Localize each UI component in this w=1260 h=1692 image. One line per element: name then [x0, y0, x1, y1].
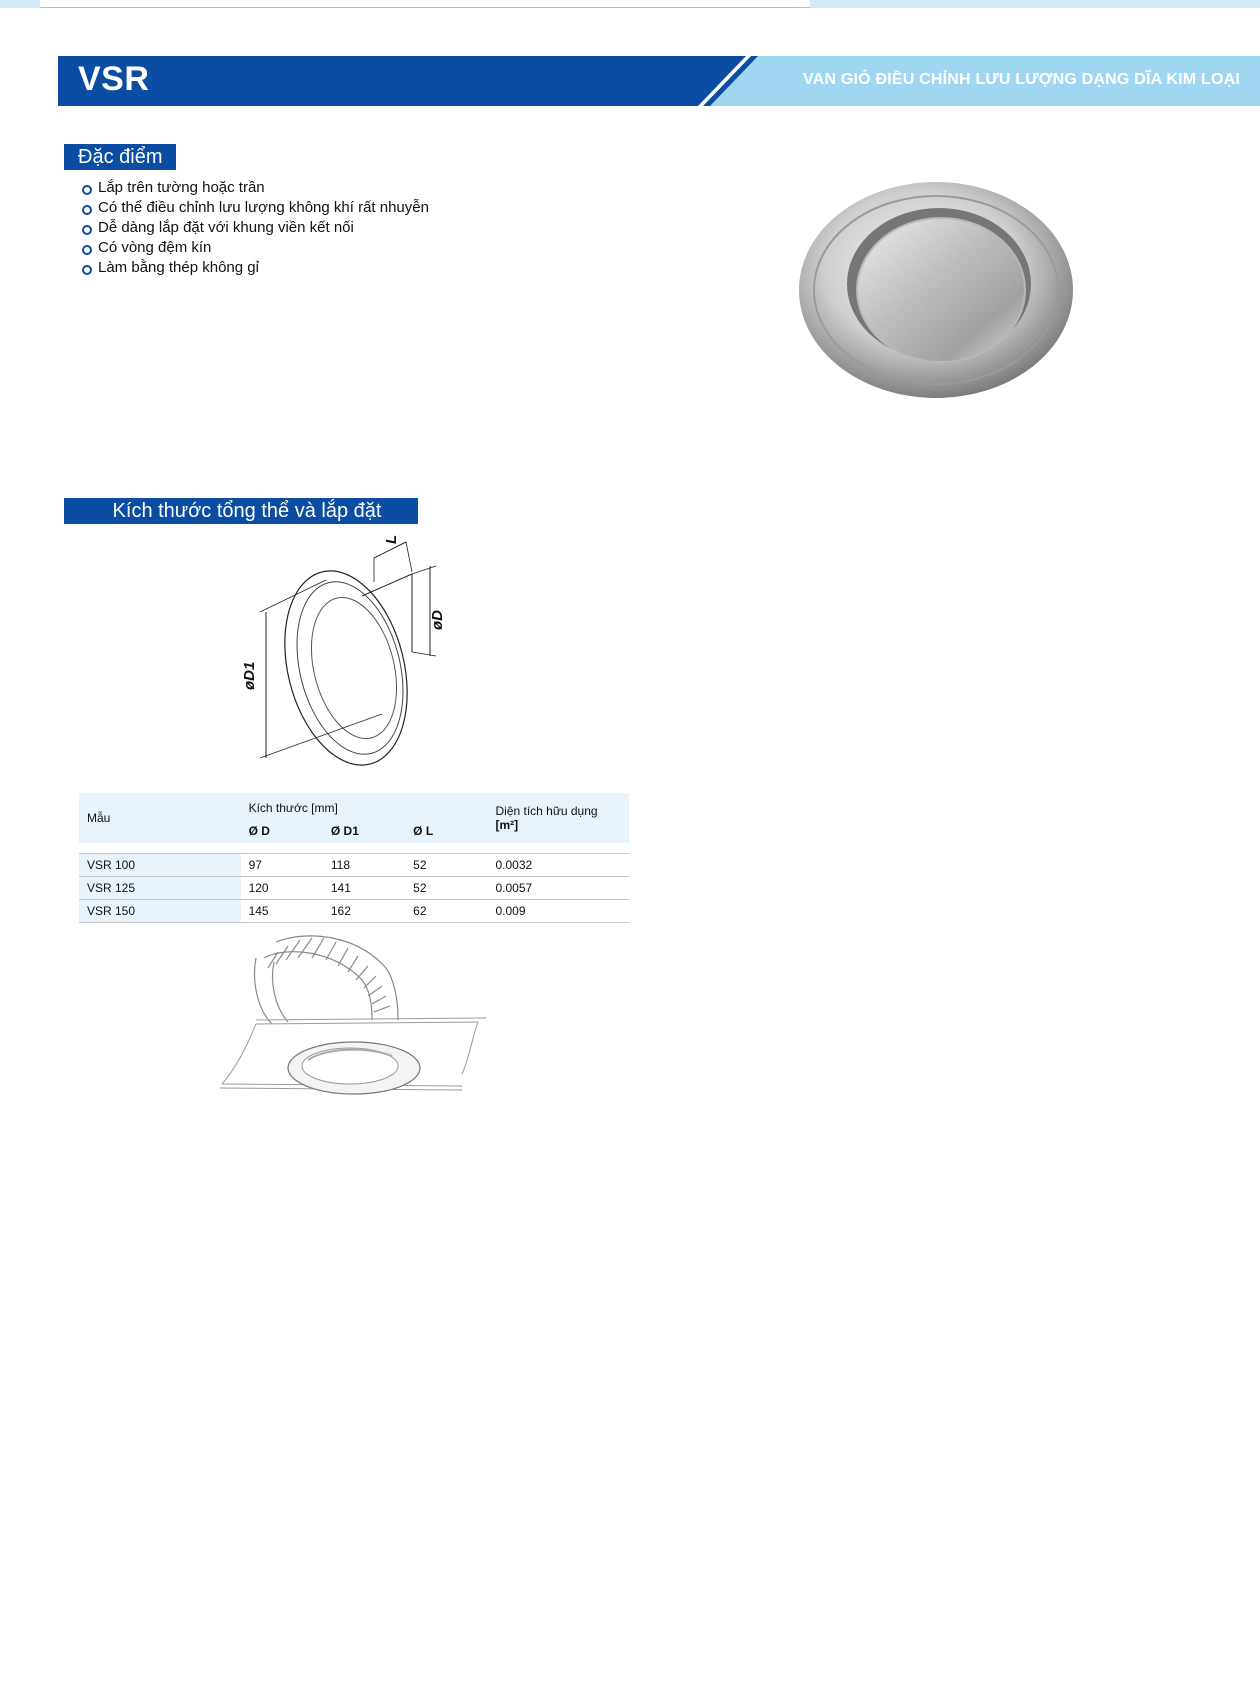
- table-row: [79, 900, 629, 923]
- feature-item: [80, 218, 429, 238]
- header-area-label: Diện tích hữu dụng: [495, 804, 598, 818]
- cell-d: 145: [241, 900, 323, 923]
- header-area-unit: [m²]: [495, 818, 519, 832]
- cell-d: 120: [241, 877, 323, 900]
- cell-d: 97: [241, 854, 323, 877]
- table-header-row: [79, 793, 629, 819]
- table-gap: [79, 843, 629, 854]
- spec-table: [79, 793, 629, 923]
- installation-sketch: [216, 928, 496, 1098]
- header-area: [487, 793, 629, 843]
- header-dimensions: Kích thước [mm]: [241, 793, 488, 819]
- bullet-icon: [82, 225, 92, 235]
- top-left-accent: [0, 0, 40, 8]
- cell-d1: 118: [323, 854, 405, 877]
- cell-d1: 141: [323, 877, 405, 900]
- cell-model: VSR 125: [79, 877, 241, 900]
- product-code: VSR: [78, 60, 150, 98]
- feature-text: Có thể điều chỉnh lưu lượng không khí rất nhuyễn: [98, 199, 429, 216]
- bullet-icon: [82, 185, 92, 195]
- cell-l: 52: [405, 877, 487, 900]
- top-right-accent: [810, 0, 1260, 8]
- product-subtitle: VAN GIÓ ĐIỀU CHỈNH LƯU LƯỢNG DẠNG DĨA KIM LOẠI: [803, 71, 1240, 88]
- feature-text: Làm bằng thép không gỉ: [98, 259, 259, 276]
- cell-d1: 162: [323, 900, 405, 923]
- dimensions-heading: Kích thước tổng thể và lắp đặt: [64, 498, 418, 524]
- product-photo: [796, 172, 1096, 412]
- gap-cell: [79, 843, 629, 854]
- feature-item: [80, 198, 429, 218]
- cell-l: 62: [405, 900, 487, 923]
- label-d: øD: [429, 610, 446, 630]
- product-banner: [58, 56, 1260, 106]
- feature-item: [80, 178, 429, 198]
- header-l: Ø L: [405, 819, 487, 843]
- table-row: [79, 854, 629, 877]
- top-border: [0, 0, 1260, 9]
- features-heading: Đặc điểm: [64, 144, 176, 170]
- cell-area: 0.0032: [487, 854, 629, 877]
- dimension-drawing: [234, 534, 454, 774]
- feature-text: Dễ dàng lắp đặt với khung viền kết nối: [98, 219, 354, 236]
- top-rule: [40, 7, 810, 8]
- features-list: [80, 178, 429, 278]
- label-d1: øD1: [241, 661, 258, 690]
- header-d1: Ø D1: [323, 819, 405, 843]
- cell-l: 52: [405, 854, 487, 877]
- bullet-icon: [82, 245, 92, 255]
- bullet-icon: [82, 265, 92, 275]
- cell-model: VSR 100: [79, 854, 241, 877]
- label-l: L: [383, 534, 400, 544]
- feature-text: Có vòng đệm kín: [98, 239, 212, 256]
- header-d: Ø D: [241, 819, 323, 843]
- flex-duct: [255, 936, 398, 1024]
- feature-text: Lắp trên tường hoặc trần: [98, 179, 265, 196]
- header-model: Mẫu: [79, 793, 241, 843]
- feature-item: [80, 238, 429, 258]
- table-row: [79, 877, 629, 900]
- bullet-icon: [82, 205, 92, 215]
- cell-area: 0.0057: [487, 877, 629, 900]
- feature-item: [80, 258, 429, 278]
- cell-area: 0.009: [487, 900, 629, 923]
- cell-model: VSR 150: [79, 900, 241, 923]
